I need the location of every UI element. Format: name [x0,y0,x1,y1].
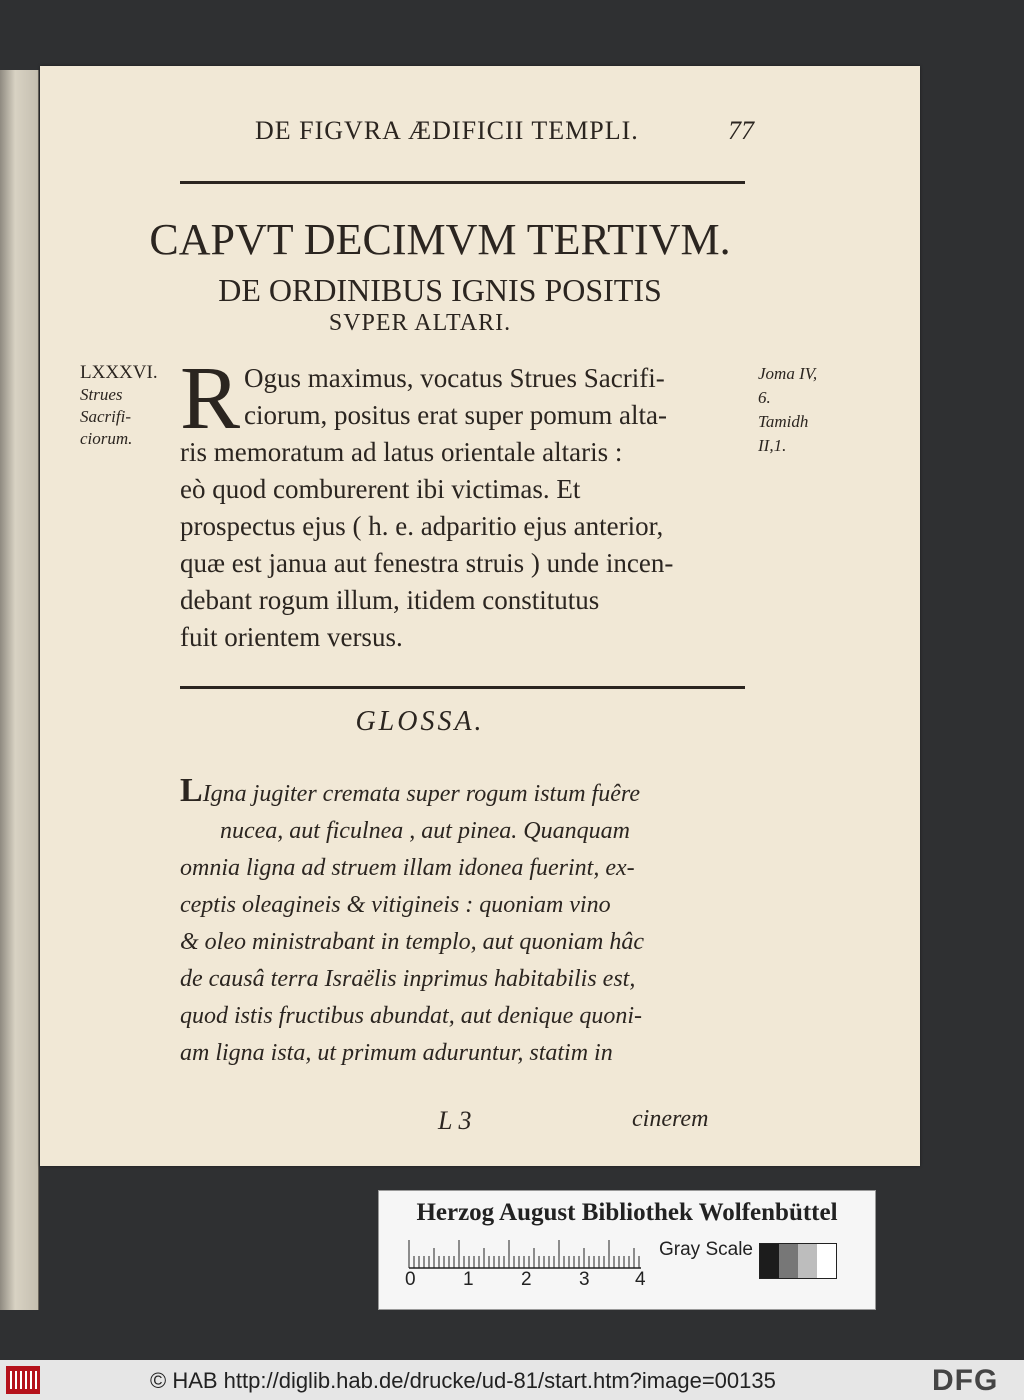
text-line: debant rogum illum, itidem constitutus [180,585,600,615]
library-color-card [378,1190,876,1310]
gray-swatch [779,1244,798,1278]
scale-label: 1 [463,1269,474,1290]
text-line: Ogus maximus, vocatus Strues Sacrifi- [244,363,665,393]
text-line: eò quod comburerent ibi victimas. Et [180,474,581,504]
marginal-line: ciorum. [80,429,133,448]
section-rule [180,686,745,689]
text-line: am ligna ista, ut primum aduruntur, statim in [180,1040,613,1066]
marginal-line: II,1. [758,436,787,455]
ruler-scale [405,1239,645,1269]
marginal-line: 6. [758,388,771,407]
scale-label: 4 [635,1269,646,1290]
hab-logo-icon [6,1366,40,1394]
scale-label: 0 [405,1269,416,1290]
footer-bar [0,1360,1024,1400]
text-line: ris memoratum ad latus orientale altaris : [180,437,623,467]
marginal-line: Strues [80,385,123,404]
marginal-line: Tamidh [758,412,809,431]
copyright-link[interactable]: © HAB http://diglib.hab.de/drucke/ud-81/start.htm?image=00135 [150,1368,776,1393]
grayscale-label: Gray Scale [659,1239,753,1260]
glossa-heading: GLOSSA. [355,706,485,737]
grayscale-swatches [759,1243,837,1279]
running-head: DE FIGVRA ÆDIFICII TEMPLI. [255,116,639,145]
marginal-line: Sacrifi- [80,407,131,426]
main-paragraph [180,349,750,656]
marginal-line: Joma IV, [758,364,818,383]
gray-swatch [760,1244,779,1278]
glossa-paragraph [180,772,750,1072]
glossa-initial: L [180,772,203,809]
dfg-logo: DFG [932,1364,999,1397]
page-number: 77 [728,116,754,145]
previous-page-edge [0,70,39,1310]
chapter-subtitle: DE ORDINIBUS IGNIS POSITIS [218,272,662,308]
text-line: fuit orientem versus. [180,622,403,652]
text-line: nucea, aut ficulnea , aut pinea. Quanquam [220,818,630,844]
gray-swatch [798,1244,817,1278]
left-marginal-note [80,362,180,450]
text-line: prospectus ejus ( h. e. adparitio ejus anterior, [180,511,664,541]
scale-label: 3 [579,1269,590,1290]
signature-mark: L 3 [438,1106,472,1135]
marginal-number: LXXXVI. [80,362,158,383]
text-line: omnia ligna ad struem illam idonea fuerint, ex- [180,855,635,881]
library-name: Herzog August Bibliothek Wolfenbüttel [416,1199,838,1226]
text-line: Igna jugiter cremata super rogum istum fuêre [202,781,640,807]
text-line: de causâ terra Israëlis inprimus habitabilis est, [180,966,636,992]
scale-label: 2 [521,1269,532,1290]
text-line: ceptis oleagineis & vitigineis : quoniam vino [180,892,611,918]
book-page [40,66,920,1166]
text-line: ciorum, positus erat super pomum alta- [244,400,667,430]
gray-swatch [817,1244,836,1278]
top-rule [180,181,745,184]
chapter-title: CAPVT DECIMVM TERTIVM. [149,215,731,264]
drop-cap: R [180,349,241,448]
text-line: quæ est janua aut fenestra struis ) unde incen- [180,548,674,578]
text-line: & oleo ministrabant in templo, aut quoniam hâc [180,929,644,955]
ruler-icon [405,1239,645,1269]
text-line: quod istis fructibus abundat, aut denique quoni- [180,1003,642,1029]
catchword: cinerem [632,1106,709,1132]
right-marginal-note [758,362,848,458]
chapter-subtitle-2: SVPER ALTARI. [328,310,512,336]
